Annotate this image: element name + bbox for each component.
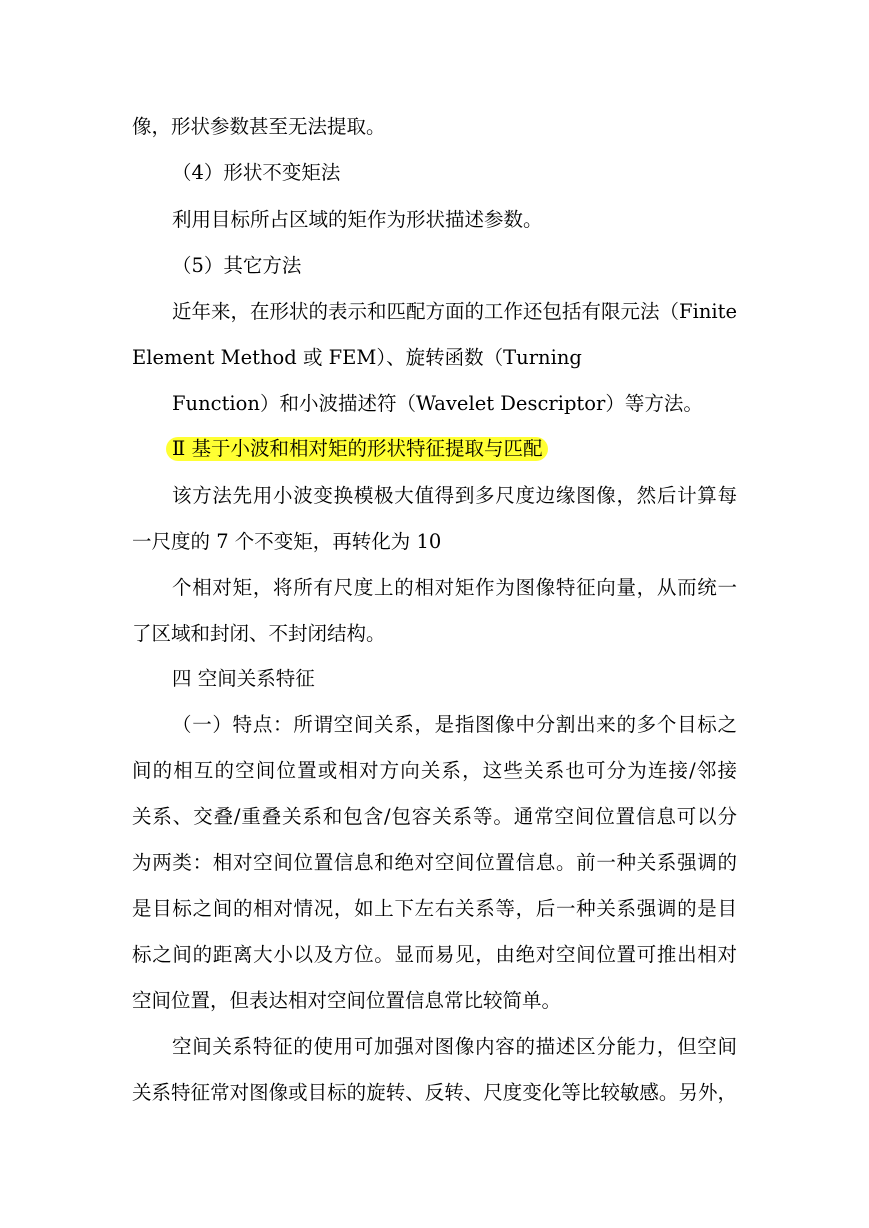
paragraph-line: 标之间的距离大小以及方位。显而易见，由绝对空间位置可推出相对 <box>132 943 737 966</box>
subsection-heading-shape-invariant-moments: （4）形状不变矩法 <box>172 161 341 184</box>
paragraph-line: 近年来，在形状的表示和匹配方面的工作还包括有限元法（Finite <box>172 300 737 323</box>
paragraph-line: 该方法先用小波变换模极大值得到多尺度边缘图像，然后计算每 <box>172 484 737 507</box>
paragraph-line: 了区域和封闭、不封闭结构。 <box>132 622 386 645</box>
paragraph-line: 关系特征常对图像或目标的旋转、反转、尺度变化等比较敏感。另外， <box>132 1081 737 1104</box>
paragraph-line: 空间位置，但表达相对空间位置信息常比较简单。 <box>132 989 562 1012</box>
highlighted-heading-text: Ⅱ 基于小波和相对矩的形状特征提取与匹配 <box>166 437 548 461</box>
paragraph-line: 空间关系特征的使用可加强对图像内容的描述区分能力，但空间 <box>172 1035 737 1058</box>
paragraph-line: （一）特点：所谓空间关系，是指图像中分割出来的多个目标之 <box>172 713 737 736</box>
paragraph-line: 一尺度的 7 个不变矩，再转化为 10 <box>132 530 442 553</box>
section-heading-spatial-relationship: 四 空间关系特征 <box>172 667 315 690</box>
subsection-heading-other-methods: （5）其它方法 <box>172 254 302 277</box>
paragraph-line: 是目标之间的相对情况，如上下左右关系等，后一种关系强调的是目 <box>132 897 737 920</box>
paragraph-line: 像，形状参数甚至无法提取。 <box>132 115 386 138</box>
paragraph-line: 为两类：相对空间位置信息和绝对空间位置信息。前一种关系强调的 <box>132 851 737 874</box>
paragraph-line: Function）和小波描述符（Wavelet Descriptor）等方法。 <box>172 392 703 415</box>
paragraph-line: Element Method 或 FEM）、旋转函数（Turning <box>132 346 582 369</box>
paragraph-line: 利用目标所占区域的矩作为形状描述参数。 <box>172 208 543 231</box>
paragraph-line: 关系、交叠/重叠关系和包含/包容关系等。通常空间位置信息可以分 <box>132 805 737 828</box>
paragraph-line: 间的相互的空间位置或相对方向关系，这些关系也可分为连接/邻接 <box>132 759 737 782</box>
section-heading-wavelet-relative-moments <box>172 436 548 462</box>
paragraph-line: 个相对矩，将所有尺度上的相对矩作为图像特征向量，从而统一 <box>172 576 737 599</box>
